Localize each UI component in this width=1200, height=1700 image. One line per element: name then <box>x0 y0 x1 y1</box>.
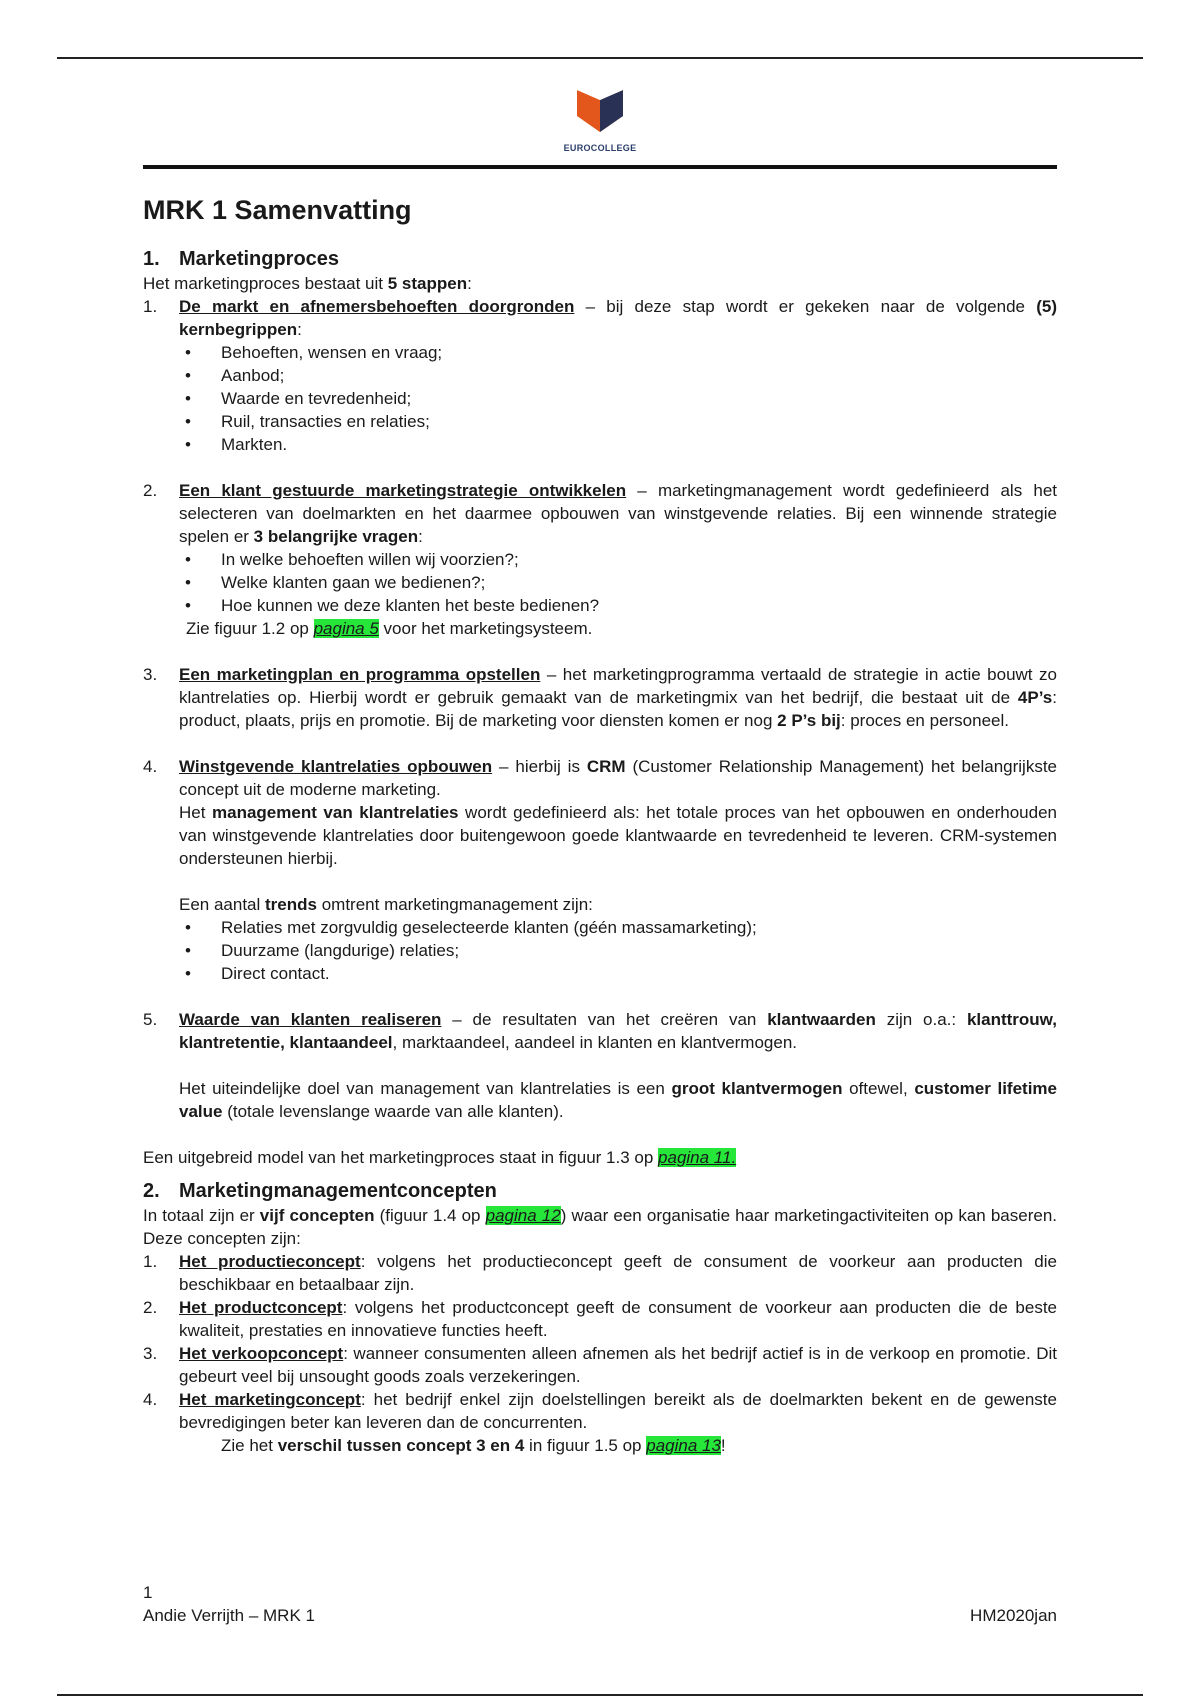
bullet-list-kernbegrippen <box>143 341 1057 456</box>
bottom-page-rule <box>57 1694 1143 1696</box>
bullet-item: • Direct contact. <box>143 962 1057 985</box>
section-heading-marketingproces: 1. Marketingproces <box>143 248 340 270</box>
page-footer <box>143 1581 1057 1627</box>
list-item-step-4: 4. Winstgevende klantrelaties opbouwen – hierbij is CRM (Customer Relationship Management) het belangrijkste concept uit de moderne marketing. <box>143 757 1057 799</box>
figure-reference: Zie het verschil tussen concept 3 en 4 in figuur 1.5 op pagina 13! <box>221 1436 726 1455</box>
list-item-concept-3: 3. Het verkoopconcept: wanneer consumenten alleen afnemen als het bedrijf actief is in de verkoop en promotie. Dit gebeurt veel bij unsought goods zoals verzekeringen. <box>143 1344 1057 1386</box>
paragraph-klantvermogen: Het uiteindelijke doel van management van klantrelaties is een groot klantvermogen oftewel, customer lifetime value (totale levenslange waarde van alle klanten). <box>179 1079 1057 1121</box>
bullet-list-vragen <box>143 548 1057 617</box>
section-heading-concepten: 2. Marketingmanagementconcepten <box>143 1180 497 1202</box>
list-item-concept-2: 2. Het productconcept: volgens het productconcept geeft de consument de voorkeur aan producten die de beste kwaliteit, prestaties en innovatieve functies heeft. <box>143 1298 1058 1340</box>
section-intro: In totaal zijn er vijf concepten (figuur 1.4 op pagina 12) waar een organisatie haar marketingactiviteiten op kan baseren. Deze concepten zijn: <box>143 1206 1057 1248</box>
footer-author: Andie Verrijth – MRK 1 <box>143 1606 315 1625</box>
list-item-step-2: 2. Een klant gestuurde marketingstrategie ontwikkelen – marketingmanagement wordt gedefinieerd als het selecteren van doelmarkten en het daarmee opbouwen van winstgevende relaties. Bij een winnende strategie spelen er 3 belangrijke vragen: <box>143 481 1058 546</box>
list-item-concept-4: 4. Het marketingconcept: het bedrijf enkel zijn doelstellingen bereikt als de doelmarkten bekent en de gewenste bevredigingen beter kan leveren dan de concurrenten. <box>143 1390 1057 1432</box>
bullet-list-trends <box>143 916 1057 985</box>
logo-shield-icon <box>577 86 623 136</box>
page-number: 1 <box>143 1583 153 1602</box>
footer-code: HM2020jan <box>970 1606 1057 1625</box>
list-item-step-1: 1. De markt en afnemersbehoeften doorgronden – bij deze stap wordt er gekeken naar de volgende (5) kernbegrippen: <box>143 297 1058 339</box>
top-page-rule <box>57 57 1143 59</box>
bullet-item: • Welke klanten gaan we bedienen?; <box>143 571 1057 594</box>
logo-text: EUROCOLLEGE <box>563 143 637 153</box>
paragraph-trends: Een aantal trends omtrent marketingmanagement zijn: <box>179 895 593 914</box>
figure-reference: Zie figuur 1.2 op pagina 5 voor het marketingsysteem. <box>186 619 593 638</box>
section-intro: Het marketingproces bestaat uit 5 stappen: <box>143 274 472 293</box>
document-title: MRK 1 Samenvatting <box>143 195 412 225</box>
bullet-item: • Aanbod; <box>143 364 1057 387</box>
list-item-concept-1: 1. Het productieconcept: volgens het productieconcept geeft de consument de voorkeur aan producten die beschikbaar en betaalbaar zijn. <box>143 1252 1057 1294</box>
list-item-step-5: 5. Waarde van klanten realiseren – de resultaten van het creëren van klantwaarden zijn o.a.: klanttrouw, klantretentie, klantaandeel, marktaandeel, aandeel in klanten en klantvermogen. <box>143 1010 1057 1052</box>
bullet-item: • Relaties met zorgvuldig geselecteerde klanten (géén massamarketing); <box>143 916 1057 939</box>
section-outro: Een uitgebreid model van het marketingproces staat in figuur 1.3 op pagina 11. <box>143 1148 737 1167</box>
document-body <box>143 193 1057 1457</box>
bullet-item: • Waarde en tevredenheid; <box>143 387 1057 410</box>
page-link-5: pagina 5 <box>313 619 379 638</box>
bullet-item: • Hoe kunnen we deze klanten het beste bedienen? <box>143 594 1057 617</box>
bullet-item: • Ruil, transacties en relaties; <box>143 410 1057 433</box>
page-link-13: pagina 13 <box>646 1436 721 1455</box>
page-link-12: pagina 12 <box>485 1206 561 1225</box>
bullet-item: • Behoeften, wensen en vraag; <box>143 341 1057 364</box>
page-link-11: pagina 11. <box>658 1148 737 1167</box>
bullet-item: • In welke behoeften willen wij voorzien?; <box>143 548 1057 571</box>
bullet-item: • Duurzame (langdurige) relaties; <box>143 939 1057 962</box>
list-item-step-3: 3. Een marketingplan en programma opstellen – het marketingprogramma vertaald de strategie in actie bouwt zo klantrelaties op. Hierbij wordt er gebruik gemaakt van de marketingmix van het bedrijf, die bestaat uit de 4P’s: product, plaats, prijs en promotie. Bij de marketing voor diensten komen er nog 2 P’s bij: proces en personeel. <box>143 665 1057 730</box>
header-rule <box>143 165 1057 169</box>
eurocollege-logo <box>543 86 657 153</box>
paragraph-crm: Het management van klantrelaties wordt gedefinieerd als: het totale proces van het opbouwen en onderhouden van winstgevende klantrelaties door buitengewoon goede klantwaarde en tevredenheid te leveren. CRM-systemen ondersteunen hierbij. <box>179 803 1057 868</box>
bullet-item: • Markten. <box>143 433 1057 456</box>
